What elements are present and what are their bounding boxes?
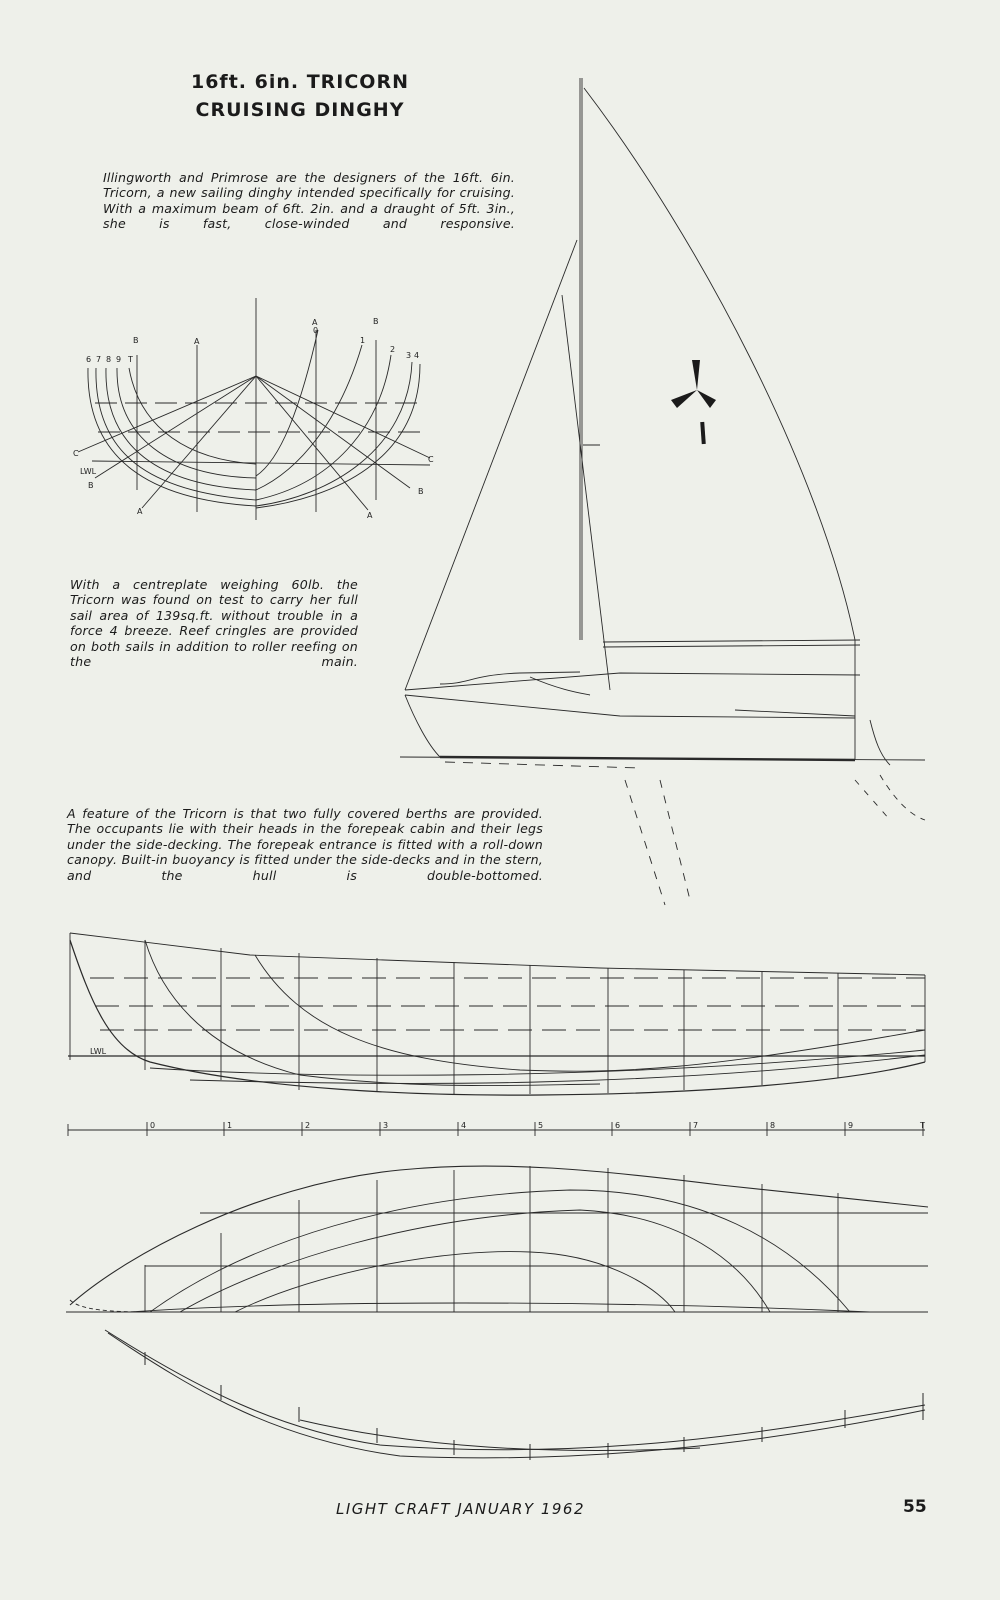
intro-paragraph: Illingworth and Primrose are the designers of the 16ft. 6in. Tricorn, a new sailing dinghy intended specifically for cruising. With a maximum beam of 6ft. 2in. and a draught of 5ft. 3in., she is fast, close-winded and responsive. [103,170,515,232]
page-number: 55 [903,1497,927,1517]
lwl-label: LWL [90,1047,107,1056]
buttock-label: B [133,336,139,345]
diagonal-label: A [367,511,373,520]
station-label: 1 [227,1121,233,1130]
station-label: 0 [150,1121,156,1130]
station-label: 3 [383,1121,389,1130]
diagonal-label: A [137,507,143,516]
section-label: 7 [96,355,102,364]
station-label: 4 [461,1121,467,1130]
publication-footer: LIGHT CRAFT JANUARY 1962 [336,1500,586,1518]
section-label: 2 [390,345,396,354]
lwl-label: LWL [80,467,97,476]
station-label: 5 [538,1121,544,1130]
buttock-label: A [312,318,318,327]
station-label: 7 [693,1121,699,1130]
station-label: 2 [305,1121,311,1130]
section-label: 1 [360,336,366,345]
section-label: 9 [116,355,122,364]
title-line-1: 16ft. 6in. TRICORN [190,71,409,93]
section-label: 8 [106,355,112,364]
diagonal-label: B [418,487,424,496]
station-label: 9 [848,1121,854,1130]
station-label: 8 [770,1121,776,1130]
diagonal-label: B [88,481,94,490]
section-label: 3 [406,351,412,360]
section-label: T [128,355,133,364]
centreplate-paragraph: With a centreplate weighing 60lb. the Tricorn was found on test to carry her full sail area of 139sq.ft. without trouble in a force 4 breeze. Reef cringles are provided on both sails in addition to roller reefing on the main. [70,577,358,670]
station-label: 6 [615,1121,621,1130]
section-label: 0 [313,326,319,335]
diagonal-label: C [428,455,434,464]
section-label: 6 [86,355,92,364]
buttock-label: B [373,317,379,326]
station-label: T [920,1121,925,1130]
buttock-label: A [194,337,200,346]
section-label: 4 [414,351,420,360]
title-line-2: CRUISING DINGHY [195,99,405,121]
berths-paragraph: A feature of the Tricorn is that two fully covered berths are provided. The occupants lie with their heads in the forepeak cabin and their legs under the side-decking. The forepeak entrance is fitted with a roll-down canopy. Built-in buoyancy is fitted under the side-decks and in the stern, and the hull is double-bottomed. [67,806,543,883]
diagonal-label: C [73,449,79,458]
